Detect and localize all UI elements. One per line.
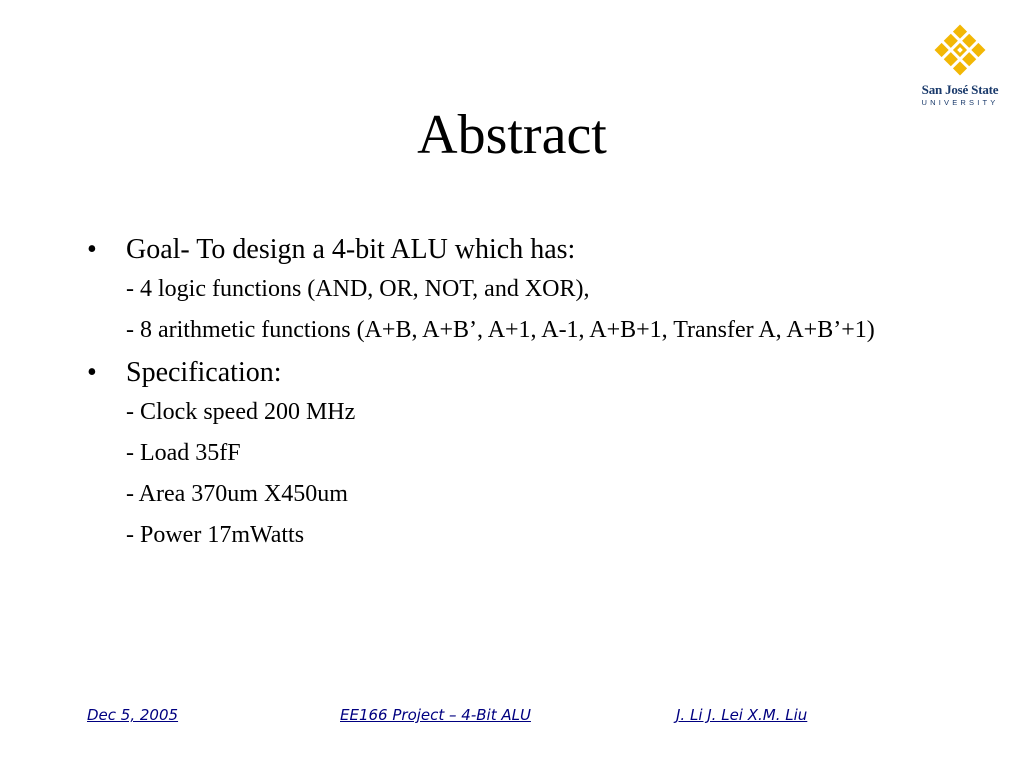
subitem: - Clock speed 200 MHz (126, 399, 356, 425)
footer-authors: J. Li J. Lei X.M. Liu (676, 706, 808, 724)
bullet-dot: • (87, 357, 97, 388)
logo-name: San José State (921, 82, 999, 97)
subitem: - Area 370um X450um (126, 481, 348, 507)
bullet-goal (87, 228, 927, 272)
subitem: - 8 arithmetic functions (A+B, A+B’, A+1, A-1, A+B+1, Transfer A, A+B’+1) (126, 317, 875, 343)
logo-subtitle: UNIVERSITY (921, 98, 999, 107)
footer-date: Dec 5, 2005 (87, 706, 179, 724)
bullet-text: Goal- To design a 4-bit ALU which has: (126, 234, 576, 265)
slide-body (87, 228, 927, 550)
bullet-text: Specification: (126, 357, 282, 388)
footer-project: EE166 Project – 4-Bit ALU (340, 706, 531, 724)
university-seal-icon (932, 22, 988, 78)
bullet-specification (87, 351, 927, 395)
subitem: - 4 logic functions (AND, OR, NOT, and XOR), (126, 276, 590, 302)
bullet-dot: • (87, 234, 97, 265)
university-logo (910, 22, 1010, 112)
subitem: - Load 35fF (126, 440, 241, 466)
slide-title: Abstract (417, 104, 607, 166)
subitem: - Power 17mWatts (126, 522, 305, 548)
